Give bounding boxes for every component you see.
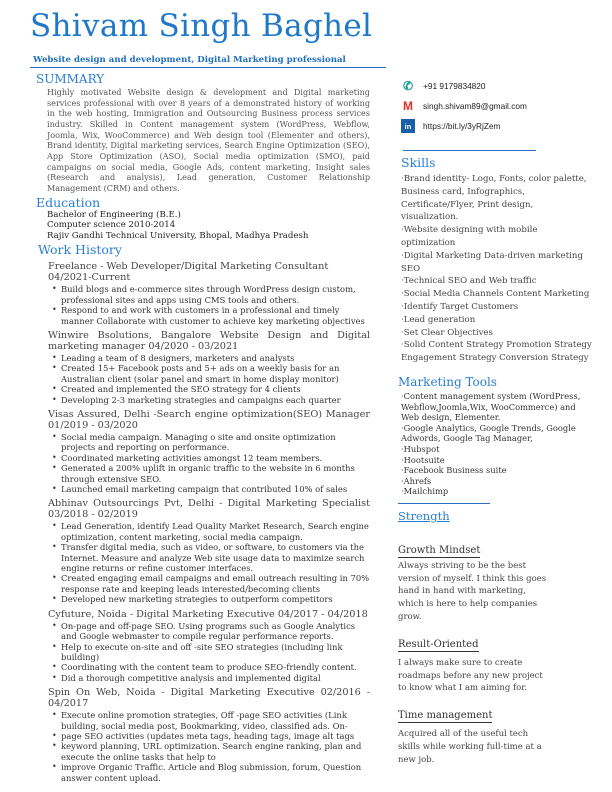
- phone-icon: ✆: [402, 79, 414, 93]
- job-bullet: • Created and implemented the SEO strategy for 4 clients: [52, 384, 370, 394]
- summary-heading: SUMMARY: [36, 72, 105, 86]
- job-bullet: • Respond to and work with customers in a professional and timely manner Collaborate with customer to achieve key marketing objectives: [52, 305, 370, 326]
- strength-section: [398, 505, 592, 767]
- job-bullets: [52, 621, 370, 683]
- job-title-line: [48, 498, 370, 520]
- job-bullet: • Generated a 200% uplift in organic traffic to the website in 6 months through extensive SEO.: [52, 463, 370, 484]
- contact-divider: [403, 150, 536, 151]
- job-bullet: • Execute online promotion strategies, Off -page SEO activities (Link building, social media post, Bookmarking, video, classified ads. On-: [52, 710, 370, 731]
- job-title-line: [48, 409, 370, 431]
- job-bullet: • Created engaging email campaigns and email outreach resulting in 70% response rate and keeping leads interested/becoming clients: [52, 573, 370, 594]
- summary-text: Highly motivated Website design & development and Digital marketing services professional with over 8 years of a demonstrated history of working in the web hosting, Immigration and Outsourcing Business process services industry. Skilled in Content management system (WordPress, Webflow, Joomla, Wix, WooCommerce) and Web design tool (Elementer and others), Brand identity, Digital marketing services, Search Engine Optimization (SEO), App Store Optimization (ASO), Social media optimization (SMO), paid campaigns on social media, Google Ads, content marketing, Insight sales (Research and analysis), Lead generation, Customer Relationship Management (CRM) and others.: [47, 87, 370, 193]
- job-title-line: [48, 330, 370, 352]
- work-history-section: [38, 242, 370, 783]
- skill-item: ·Set Clear Objectives: [401, 327, 493, 338]
- tagline: Website design and development, Digital Marketing professional: [33, 55, 346, 65]
- strength-divider: [398, 503, 490, 504]
- job-title: Visas Assured, Delhi -Search engine optimization(SEO) Manager: [48, 409, 370, 420]
- gmail-icon: M: [403, 99, 413, 113]
- skill-item: ·Social Media Channels Content Marketing: [401, 289, 590, 300]
- job-bullet: • Transfer digital media, such as video, or software, to customers via the Internet. Measure and analyze Web site usage data to maximize search engine returns or refine customer interfaces.: [52, 542, 370, 573]
- job-title: Cyfuture, Noida - Digital Marketing Executive: [48, 608, 275, 620]
- job-bullets: [52, 521, 370, 604]
- tools-list: [401, 391, 592, 497]
- linkedin-icon: in: [401, 119, 415, 133]
- skills-heading: Skills: [401, 155, 436, 170]
- skill-item: ·Solid Content Strategy Promotion Strategy Engagement Strategy Conversion Strategy: [401, 340, 592, 364]
- job-bullet: • Leading a team of 8 designers, marketers and analysts: [52, 353, 370, 363]
- job-list: [38, 261, 370, 783]
- work-history-title: Work History: [38, 242, 122, 258]
- job-title: Winwire Bsolutions, Bangalore Website Design and Digital marketing manager: [48, 329, 370, 352]
- job-bullet: • Coordinating with the content team to produce SEO-friendly content.: [52, 662, 370, 672]
- tools-heading: Marketing Tools: [398, 374, 497, 389]
- job-entry: [48, 609, 370, 683]
- job-title-line: [48, 609, 370, 620]
- job-bullet: • Lead Generation, identify Lead Quality Market Research, Search engine optimization, content marketing, social media campaign.: [52, 521, 370, 542]
- tool-item: ·Hubspot: [401, 443, 440, 454]
- contact-section: [398, 76, 592, 136]
- strength-title-text: Time management: [398, 710, 493, 722]
- job-title: Freelance - Web Developer/Digital Marketing Consultant: [48, 261, 329, 273]
- education-university: Rajiv Gandhi Technical University, Bhopal, Madhya Pradesh: [47, 230, 309, 241]
- job-title-line: [48, 261, 370, 283]
- job-title: Spin On Web, Noida - Digital Marketing Executive: [48, 687, 315, 699]
- strength-item: [398, 703, 558, 766]
- education-degree: Bachelor of Engineering (B.E.): [47, 209, 181, 220]
- skill-item: ·Lead generation: [401, 314, 476, 325]
- strength-item: [398, 632, 558, 695]
- tool-item: ·Facebook Business suite: [401, 465, 507, 476]
- job-bullets: [52, 432, 370, 494]
- header-divider: [30, 67, 386, 68]
- job-bullet: • keyword planning, URL optimization. Search engine ranking, plan and execute the online tasks that help to: [52, 741, 370, 762]
- tools-section: [398, 375, 592, 497]
- job-entry: [48, 498, 370, 604]
- job-bullet: • page SEO activities (updates meta tags, heading tags, image alt tags: [52, 731, 370, 741]
- job-bullet: • Did a thorough competitive analysis and implemented digital: [52, 673, 370, 683]
- job-dates: 02/2016 - 04/2017: [48, 687, 370, 710]
- job-dates: 04/2021-Current: [48, 272, 131, 284]
- strength-text: Acquired all of the useful tech skills while working full-time at a new job.: [398, 729, 542, 765]
- tool-item: ·Hootsuite: [401, 454, 445, 465]
- job-bullet: • Created 15+ Facebook posts and 5+ ads on a weekly basis for an Australian client (solar panel and smart in home display monitor): [52, 363, 370, 384]
- phone-text: +91 9179834820: [423, 81, 486, 91]
- job-title: Abhinav Outsourcings Pvt, Delhi - Digital Marketing Specialist: [48, 498, 370, 510]
- job-dates: 03/2018 - 02/2019: [48, 509, 138, 521]
- job-entry: [48, 409, 370, 494]
- skills-section: [401, 155, 592, 365]
- education-heading: Education: [36, 194, 101, 210]
- strength-item: [398, 538, 558, 624]
- skill-item: ·Website designing with mobile optimization: [401, 225, 538, 248]
- job-bullet: • improve Organic Traffic. Article and Blog submission, forum, Question answer content upload.: [52, 762, 370, 783]
- email-link[interactable]: singh.shivam89@gmail.com: [423, 101, 527, 111]
- job-title-line: [48, 687, 370, 709]
- candidate-name: Shivam Singh Baghel: [30, 8, 373, 44]
- skill-item: ·Technical SEO and Web traffic: [401, 276, 537, 287]
- tool-item: ·Ahrefs: [401, 475, 432, 486]
- job-bullet: • Social media campaign. Managing o site and onsite optimization projects and reporting on performance.: [52, 432, 370, 453]
- job-bullet: • Coordinated marketing activities amongst 12 team members.: [52, 453, 370, 463]
- linkedin-link[interactable]: https://bit.ly/3yRjZem: [423, 121, 501, 131]
- tool-item: ·Google Analytics, Google Trends, Google Adwords, Google Tag Manager,: [401, 422, 576, 444]
- job-bullets: [52, 353, 370, 405]
- job-bullet: • On-page and off-page SEO. Using programs such as Google Analytics and Google webmaster to compile regular performance reports.: [52, 621, 370, 642]
- skill-item: ·Identify Target Customers: [401, 301, 519, 312]
- strength-title-line: [398, 703, 558, 723]
- job-bullet: • Developing 2-3 marketing strategies and campaigns each quarter: [52, 395, 370, 405]
- job-entry: [48, 261, 370, 326]
- strength-text: Always striving to be the best version of myself. I think this goes hand in hand with marketing, which is here to help companies grow.: [398, 560, 547, 623]
- job-bullets: [52, 710, 370, 783]
- summary-section: [36, 72, 370, 194]
- strength-title: Strength: [398, 508, 450, 523]
- job-bullet: • Developed new marketing strategies to outperform competitors: [52, 594, 370, 604]
- tool-item: ·Content management system (WordPress, Webflow,Joomla,Wix, WooCommerce) and Web design, Elementer.: [401, 390, 581, 423]
- job-dates: 01/2019 - 03/2020: [48, 420, 138, 431]
- contact-phone: [401, 76, 592, 96]
- job-dates: 04/2017 - 04/2018: [277, 608, 368, 620]
- contact-linkedin[interactable]: [401, 116, 592, 136]
- left-column: [36, 72, 370, 783]
- strength-title-text: Result-Oriented: [398, 638, 479, 650]
- strength-text: I always make sure to create roadmaps before any new project to know what I am aiming for.: [398, 657, 543, 694]
- right-column: [398, 76, 592, 767]
- job-bullets: [52, 284, 370, 326]
- strength-title-line: [398, 632, 558, 652]
- skill-item: ·Brand identity- Logo, Fonts, color palette, Business card, Infographics, Certificate/Flyer, Print design, visualization.: [401, 174, 587, 223]
- strength-list: [398, 538, 592, 767]
- skills-list: [401, 173, 592, 365]
- education-field: Computer science 2010-2014: [47, 220, 176, 231]
- job-bullet: • Build blogs and e-commerce sites through WordPress design custom, professional sites and apps using CMS tools and others.: [52, 284, 370, 305]
- job-bullet: • Help to execute on-site and off -site SEO strategies (including link building): [52, 642, 370, 663]
- contact-email[interactable]: [401, 96, 592, 116]
- strength-title-line: [398, 538, 558, 558]
- skill-item: ·Digital Marketing Data-driven marketing SEO: [401, 250, 583, 274]
- job-dates: 04/2020 - 03/2021: [148, 340, 239, 352]
- job-bullet: • Launched email marketing campaign that contributed 10% of sales: [52, 484, 370, 494]
- job-entry: [48, 687, 370, 783]
- tool-item: ·Mailchimp: [401, 486, 449, 497]
- strength-title-text: Growth Mindset: [398, 544, 481, 556]
- education-section: [36, 195, 370, 242]
- job-entry: [48, 330, 370, 405]
